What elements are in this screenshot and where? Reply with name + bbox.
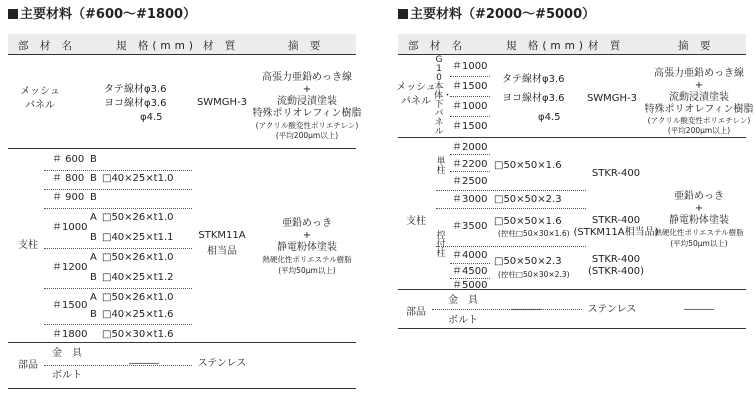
post-spec: □40×25×t1.2 xyxy=(102,272,174,283)
post-summary: 熱硬化性ポリエステル樹脂 xyxy=(654,228,744,237)
header-summary: 摘 要 xyxy=(678,40,715,52)
dotted-rule xyxy=(436,190,586,191)
dotted-rule xyxy=(436,246,586,247)
parts-spec: ――― xyxy=(129,358,159,369)
post-spec: □50×50×2.3 xyxy=(494,194,562,205)
header-material: 材 質 xyxy=(203,40,240,52)
mesh-size: ＃1000 xyxy=(452,101,488,112)
post-type: B xyxy=(90,173,97,184)
post-summary: (平均50μm以上) xyxy=(670,239,728,248)
right-panel-title xyxy=(398,6,746,24)
mesh-summary: 高張力亜鉛めっき線 xyxy=(262,72,352,83)
post-material: (STKM11A相当品) xyxy=(573,227,659,238)
braced-post-label: 控付柱 xyxy=(436,231,446,259)
post-material: STKM11A xyxy=(198,230,246,241)
header-part-name: 部 材 名 xyxy=(18,40,77,52)
parts-label: 部品 xyxy=(406,307,426,318)
mesh-spec: ヨコ線材φ3.6 xyxy=(104,98,167,109)
post-summary: 亜鉛めっき xyxy=(282,218,332,229)
dotted-rule xyxy=(450,116,490,117)
post-size: ＃ 600 xyxy=(52,154,85,165)
parts-item: ボルト xyxy=(52,370,82,381)
dotted-rule xyxy=(44,248,192,249)
rule xyxy=(8,148,356,149)
post-summary: 静電粉体塗装 xyxy=(669,215,729,226)
post-spec: □40×25×t1.1 xyxy=(102,232,174,243)
post-size: ＃1200 xyxy=(52,262,88,273)
mesh-spec: タテ線材φ3.6 xyxy=(502,74,565,85)
left-panel-title xyxy=(8,6,356,24)
mesh-size: ＃1000 xyxy=(452,61,488,72)
post-material: 相当品 xyxy=(207,246,237,257)
post-material: STKR-400 xyxy=(591,254,641,265)
header-spec: 規 格(mm) xyxy=(506,40,587,52)
post-summary: 熱硬化性ポリエステル樹脂 xyxy=(262,255,352,264)
post-size: ＃3000 xyxy=(452,194,488,205)
post-type: B xyxy=(90,192,97,203)
mesh-panel-label: パネル xyxy=(401,96,431,107)
dotted-rule xyxy=(44,208,192,209)
post-spec: □40×25×t1.0 xyxy=(102,173,174,184)
mesh-summary: 特殊ポリオレフィン樹脂 xyxy=(644,104,754,115)
post-size: ＃2000 xyxy=(452,142,488,153)
dotted-rule xyxy=(436,208,586,209)
post-spec-sub: (控柱□50×30×1.6) xyxy=(498,229,570,238)
post-type: A xyxy=(90,212,97,223)
post-size: ＃4500 xyxy=(452,266,488,277)
post-material: STKR-400 xyxy=(591,215,641,226)
mesh-spec: タテ線材φ3.6 xyxy=(104,84,167,95)
post-material: (STKR-400) xyxy=(587,266,645,277)
post-material: STKR-400 xyxy=(591,168,641,179)
mesh-summary: (アクリル酸変性ポリエチレン) xyxy=(255,121,359,130)
header-part-name: 部 材 名 xyxy=(408,40,467,52)
rule xyxy=(398,289,746,290)
dotted-rule xyxy=(450,154,490,155)
header-spec: 規 格(mm) xyxy=(116,40,197,52)
post-spec: □50×30×t1.6 xyxy=(102,329,174,340)
post-size: ＃4000 xyxy=(452,250,488,261)
right-panel xyxy=(396,6,754,402)
mesh-material: SWMGH-3 xyxy=(586,93,638,104)
dotted-rule xyxy=(450,278,490,279)
left-panel xyxy=(8,6,362,402)
post-type: B xyxy=(90,154,97,165)
parts-item: 金 具 xyxy=(448,295,478,306)
mesh-summary: (平均200μm以上) xyxy=(275,131,339,140)
dotted-rule xyxy=(450,76,490,77)
mesh-summary: 流動浸漬塗装 xyxy=(669,92,729,103)
post-type: B xyxy=(90,309,97,320)
post-size: ＃1500 xyxy=(52,300,88,311)
right-title-text: 主要材料（#2000～#5000） xyxy=(410,7,596,22)
dotted-rule xyxy=(432,309,582,310)
post-spec: □50×26×t1.0 xyxy=(102,292,174,303)
mesh-summary: 特殊ポリオレフィン樹脂 xyxy=(252,108,362,119)
mesh-panel-label: メッシュ xyxy=(20,86,60,97)
mesh-summary: (平均200μm以上) xyxy=(667,126,731,135)
post-size: ＃1000 xyxy=(52,222,88,233)
dotted-rule xyxy=(44,288,192,289)
mesh-spec: φ4.5 xyxy=(538,112,561,123)
post-label: 支柱 xyxy=(406,216,426,227)
post-size: ＃5000 xyxy=(452,280,488,291)
rule xyxy=(8,342,356,343)
parts-item: ボルト xyxy=(448,315,478,326)
post-size: ＃1800 xyxy=(52,329,88,340)
mesh-summary: 高張力亜鉛めっき線 xyxy=(654,68,744,79)
post-spec: □50×50×2.3 xyxy=(494,256,562,267)
post-size: ＃2500 xyxy=(452,176,488,187)
post-spec: □40×25×t1.6 xyxy=(102,309,174,320)
post-summary: (平均50μm以上) xyxy=(278,266,336,275)
header-summary: 摘 要 xyxy=(288,40,325,52)
square-bullet-icon xyxy=(8,9,18,19)
left-title-text: 主要材料（#600～#1800） xyxy=(20,7,197,22)
post-spec-sub: (控柱□50×30×2.3) xyxy=(498,270,570,279)
mesh-panel-label: メッシュ xyxy=(396,82,436,93)
square-bullet-icon xyxy=(398,9,408,19)
mesh-size: ＃1500 xyxy=(452,121,488,132)
post-type: A xyxy=(90,252,97,263)
post-size: ＃3500 xyxy=(452,221,488,232)
post-summary: 静電粉体塗装 xyxy=(277,242,337,253)
dotted-rule xyxy=(450,263,490,264)
mesh-panel-label: パネル xyxy=(25,100,55,111)
parts-material: ステンレス xyxy=(587,304,637,315)
rule xyxy=(8,54,356,55)
rule xyxy=(398,137,746,138)
mesh-material: SWMGH-3 xyxy=(196,97,248,108)
post-summary: 亜鉛めっき xyxy=(674,191,724,202)
header-material: 材 質 xyxy=(588,40,625,52)
mesh-spec: φ4.5 xyxy=(140,112,163,123)
parts-item: 金 具 xyxy=(52,348,82,359)
left-material-table xyxy=(8,34,362,389)
rule xyxy=(8,388,356,389)
parts-material: ステンレス xyxy=(197,358,247,369)
mesh-summary: + xyxy=(302,84,312,95)
post-size: ＃ 900 xyxy=(52,192,85,203)
mesh-summary: + xyxy=(694,80,704,91)
post-summary: + xyxy=(694,203,704,214)
dotted-rule xyxy=(44,324,192,325)
post-type: A xyxy=(90,292,97,303)
post-spec: □50×50×1.6 xyxy=(494,216,562,227)
dotted-rule xyxy=(44,170,192,171)
post-spec: □50×26×t1.0 xyxy=(102,252,174,263)
post-type: B xyxy=(90,272,97,283)
rule xyxy=(398,328,746,329)
mesh-spec: ヨコ線材φ3.6 xyxy=(502,93,565,104)
rule xyxy=(398,54,746,55)
post-size: ＃2200 xyxy=(452,159,488,170)
post-spec: □50×26×t1.0 xyxy=(102,212,174,223)
parts-spec: ――― xyxy=(511,304,541,315)
mesh-summary: (アクリル酸変性ポリエチレン) xyxy=(647,116,751,125)
right-material-table xyxy=(396,34,754,329)
post-type: B xyxy=(90,232,97,243)
parts-label: 部品 xyxy=(18,360,38,371)
post-summary: + xyxy=(302,230,312,241)
post-label: 支柱 xyxy=(18,240,38,251)
dotted-rule xyxy=(44,189,192,190)
dotted-rule xyxy=(44,365,192,366)
post-size: ＃ 800 xyxy=(52,173,85,184)
mesh-size: ＃1500 xyxy=(452,81,488,92)
dotted-rule xyxy=(450,96,490,97)
mesh-summary: 流動浸漬塗装 xyxy=(277,96,337,107)
parts-summary: ――― xyxy=(684,304,714,315)
dotted-rule xyxy=(450,171,490,172)
mesh-vertical-label: G10本体・下パネル xyxy=(434,55,453,137)
single-post-label: 単柱 xyxy=(436,157,446,176)
post-spec: □50×50×1.6 xyxy=(494,160,562,171)
